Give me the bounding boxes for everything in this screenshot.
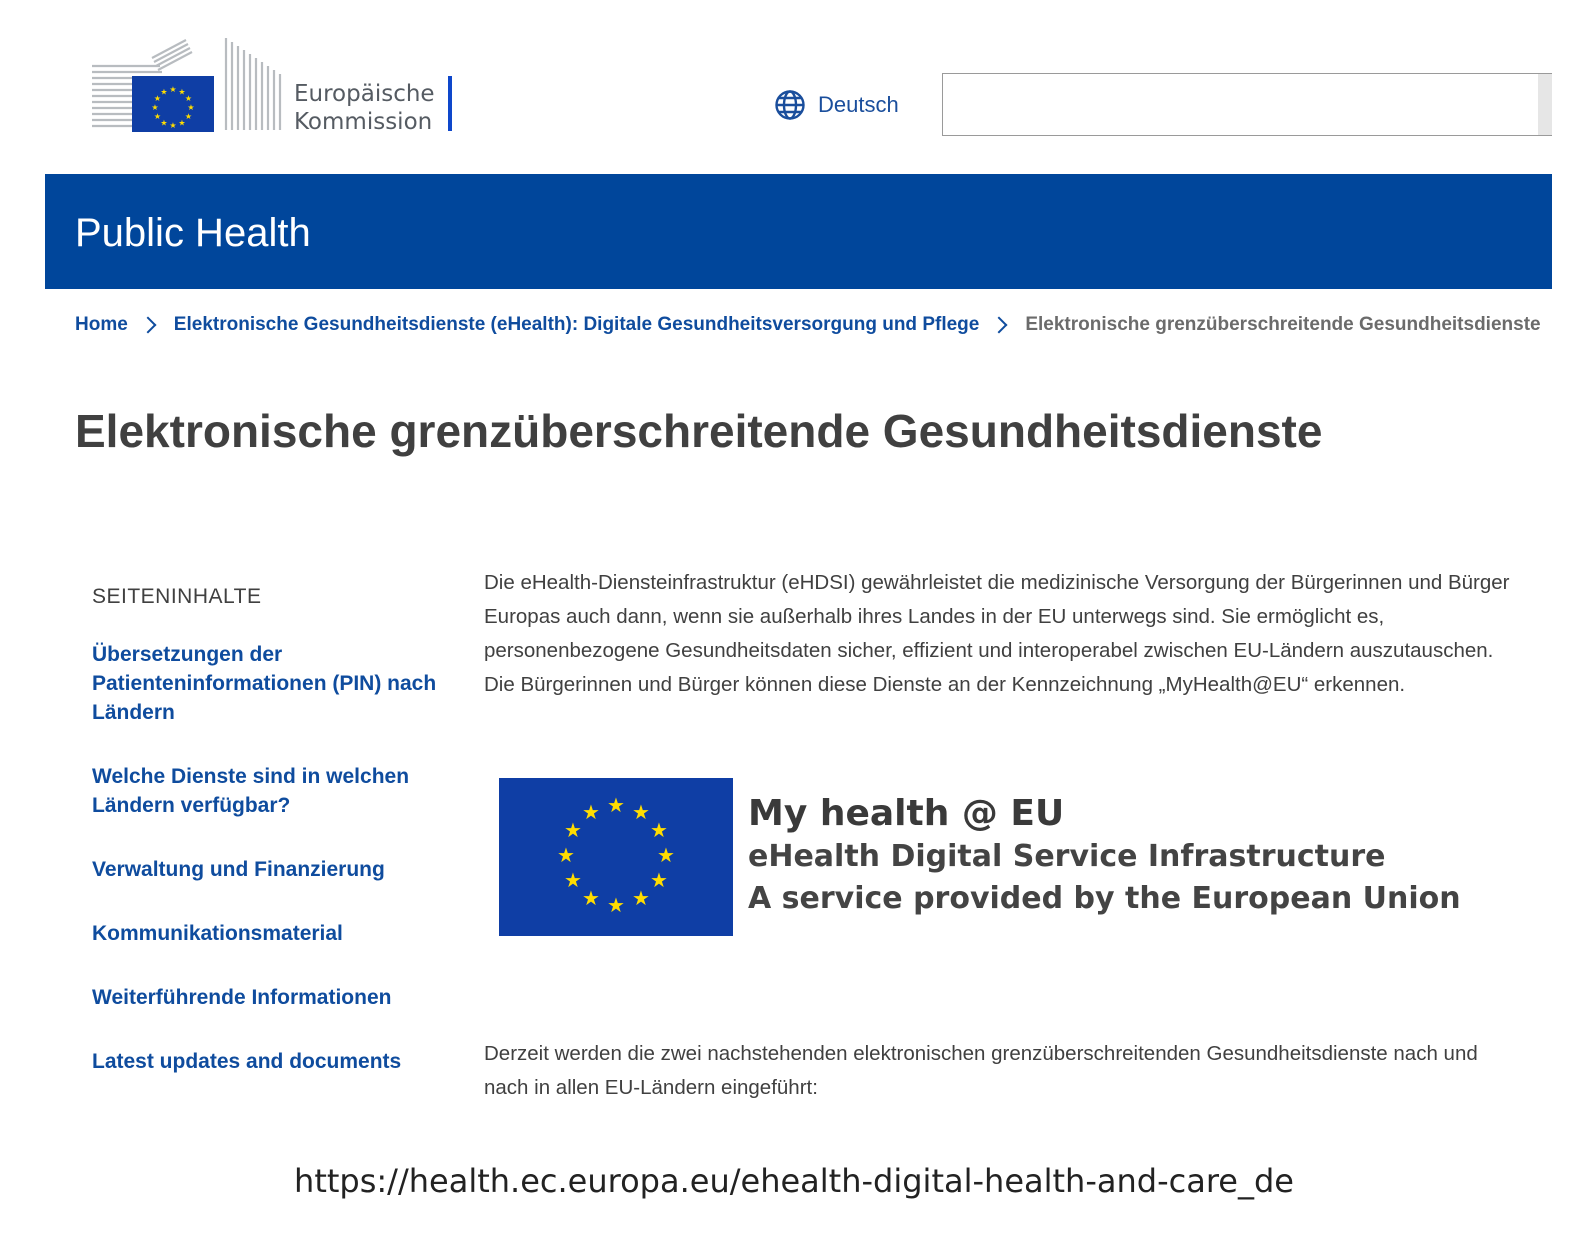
ec-logo[interactable] — [92, 36, 472, 136]
eu-flag-icon — [499, 778, 733, 936]
myhealth-eu-badge — [499, 778, 1461, 936]
organization-name — [294, 80, 435, 136]
svg-text:★: ★ — [153, 112, 162, 121]
badge-text — [748, 792, 1461, 920]
breadcrumb — [75, 313, 1552, 337]
badge-subtitle: eHealth Digital Service Infrastructure — [748, 839, 1386, 874]
svg-text:★: ★ — [650, 868, 668, 892]
svg-text:★: ★ — [169, 121, 177, 130]
chevron-right-icon — [991, 317, 1008, 334]
svg-text:★: ★ — [557, 843, 575, 867]
svg-text:★: ★ — [187, 103, 195, 112]
svg-text:★: ★ — [169, 85, 177, 94]
search-input[interactable] — [942, 73, 1552, 136]
svg-text:★: ★ — [582, 886, 600, 910]
language-label: Deutsch — [818, 92, 899, 117]
badge-tagline: A service provided by the European Union — [748, 881, 1461, 916]
svg-text:★: ★ — [632, 886, 650, 910]
chevron-right-icon — [139, 317, 156, 334]
svg-text:★: ★ — [184, 94, 193, 103]
org-name-line1: Europäische — [294, 81, 435, 107]
breadcrumb-current: Elektronische grenzüberschreitende Gesundheitsdienste — [1025, 314, 1541, 335]
svg-text:★: ★ — [632, 800, 650, 824]
sidebar-item-pin-translations[interactable]: Übersetzungen der Patienteninformationen (PIN) nach Ländern — [92, 643, 437, 724]
svg-text:★: ★ — [153, 94, 162, 103]
sidebar-item-governance-funding[interactable]: Verwaltung und Finanzierung — [92, 858, 385, 881]
svg-text:★: ★ — [607, 793, 625, 817]
main-content — [484, 566, 1524, 702]
svg-text:★: ★ — [607, 893, 625, 917]
globe-icon — [774, 89, 806, 121]
badge-title: My health @ EU — [748, 793, 1065, 834]
svg-text:★: ★ — [184, 112, 193, 121]
breadcrumb-ehealth[interactable]: Elektronische Gesundheitsdienste (eHealth): Digitale Gesundheitsversorgung und Pflege — [173, 314, 980, 335]
org-name-line2: Kommission — [294, 109, 433, 135]
sidebar-item-further-information[interactable]: Weiterführende Informationen — [92, 986, 392, 1009]
source-url-caption: https://health.ec.europa.eu/ehealth-digital-health-and-care_de — [294, 1162, 1294, 1200]
page-contents-nav — [92, 585, 442, 1111]
search-button[interactable] — [1538, 74, 1552, 135]
page-title: Elektronische grenzüberschreitende Gesundheitsdienste — [75, 405, 1323, 457]
language-selector[interactable] — [774, 88, 899, 122]
svg-text:★: ★ — [178, 118, 186, 128]
svg-text:★: ★ — [160, 87, 168, 97]
svg-text:★: ★ — [650, 818, 668, 842]
breadcrumb-home[interactable]: Home — [75, 314, 128, 335]
services-paragraph: Derzeit werden die zwei nachstehenden elektronischen grenzüberschreitenden Gesundheitsdienste nach und nach in allen EU-Ländern eingeführt: — [484, 1042, 1478, 1099]
sidebar-item-services-by-country[interactable]: Welche Dienste sind in welchen Ländern verfügbar? — [92, 765, 410, 817]
site-banner — [45, 174, 1552, 289]
svg-text:★: ★ — [160, 118, 168, 128]
page-contents-heading: SEITENINHALTE — [92, 585, 262, 608]
svg-text:★: ★ — [151, 103, 159, 112]
logo-divider — [448, 76, 452, 131]
sidebar-item-latest-updates[interactable]: Latest updates and documents — [92, 1050, 402, 1073]
svg-text:★: ★ — [657, 843, 675, 867]
main-content-continued — [484, 1037, 1524, 1105]
svg-text:★: ★ — [564, 868, 582, 892]
svg-text:★: ★ — [178, 87, 186, 97]
intro-paragraph: Die eHealth-Diensteinfrastruktur (eHDSI) gewährleistet die medizinische Versorgung der Bürgerinnen und Bürger Europas auch dann, wenn sie außerhalb ihres Landes in der EU unterwegs sind. Sie ermöglicht es, personenbezogene Gesundheitsdaten sicher, effizient und interoperabel zwischen EU-Ländern auszutauschen. Die Bürgerinnen und Bürger können diese Dienste an der Kennzeichnung „MyHealth@EU“ erkennen. — [484, 571, 1510, 696]
site-title[interactable]: Public Health — [75, 211, 311, 255]
sidebar-item-communication-material[interactable]: Kommunikationsmaterial — [92, 922, 343, 945]
svg-text:★: ★ — [564, 818, 582, 842]
svg-text:★: ★ — [582, 800, 600, 824]
eu-flag-icon — [132, 76, 214, 132]
